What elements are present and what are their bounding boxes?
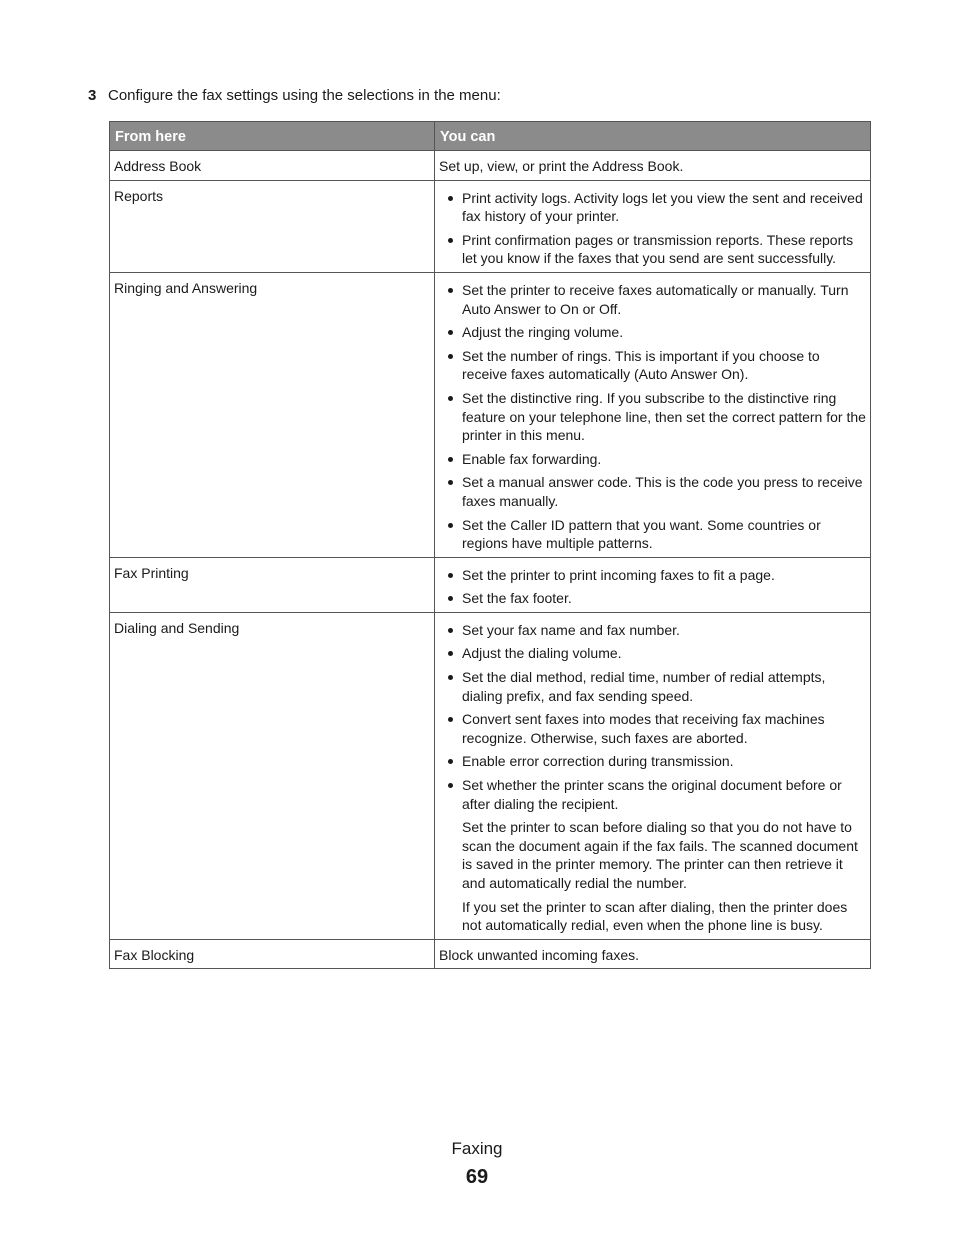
bullet-icon: [448, 196, 453, 201]
row-option-name: Fax Printing: [110, 557, 435, 612]
bullet-icon: [448, 288, 453, 293]
list-item: Set the distinctive ring. If you subscribe to the distinctive ring feature on your telephone line, then set the correct pattern for the printer in this menu.: [439, 389, 866, 445]
row-option-name: Address Book: [110, 151, 435, 181]
list-item: Set a manual answer code. This is the code you press to receive faxes manually.: [439, 473, 866, 510]
bullet-list: [439, 281, 866, 553]
row-description: Block unwanted incoming faxes.: [435, 939, 871, 969]
list-item: Convert sent faxes into modes that receiving fax machines recognize. Otherwise, such faxes are aborted.: [439, 710, 866, 747]
bullet-list: [439, 621, 866, 813]
table-row: [110, 612, 871, 939]
bullet-icon: [448, 651, 453, 656]
bullet-icon: [448, 573, 453, 578]
row-description: [435, 557, 871, 612]
header-you-can: You can: [435, 122, 871, 151]
table-row: [110, 180, 871, 272]
row-option-name: Fax Blocking: [110, 939, 435, 969]
list-item: Adjust the ringing volume.: [439, 323, 866, 342]
list-item: Enable fax forwarding.: [439, 450, 866, 469]
bullet-icon: [448, 675, 453, 680]
note-paragraph: Set the printer to scan before dialing so that you do not have to scan the document again if the fax fails. The scanned document is saved in the printer memory. The printer can then retrieve it and automatically redial the number.: [462, 819, 858, 891]
list-item: Set the fax footer.: [439, 589, 866, 608]
table-row: [110, 939, 871, 969]
list-item: Set the printer to receive faxes automatically or manually. Turn Auto Answer to On or Off.: [439, 281, 866, 318]
bullet-icon: [448, 596, 453, 601]
bullet-icon: [448, 523, 453, 528]
row-option-name: Reports: [110, 180, 435, 272]
list-item: Adjust the dialing volume.: [439, 644, 866, 663]
bullet-list: [439, 566, 866, 608]
bullet-icon: [448, 783, 453, 788]
bullet-icon: [448, 330, 453, 335]
list-item: Set the printer to print incoming faxes to fit a page.: [439, 566, 866, 585]
step-number: 3: [88, 87, 97, 104]
list-item: Set your fax name and fax number.: [439, 621, 866, 640]
bullet-icon: [448, 480, 453, 485]
list-item: Print activity logs. Activity logs let you view the sent and received fax history of your printer.: [439, 189, 866, 226]
list-item: Set whether the printer scans the original document before or after dialing the recipient.: [439, 776, 866, 813]
list-item: Set the Caller ID pattern that you want. Some countries or regions have multiple patterns.: [439, 516, 866, 553]
row-description: [435, 272, 871, 557]
table-row: [110, 557, 871, 612]
bullet-icon: [448, 238, 453, 243]
row-description: [435, 180, 871, 272]
header-from-here: From here: [110, 122, 435, 151]
footer-section-title: Faxing: [451, 1139, 503, 1158]
row-option-name: Ringing and Answering: [110, 272, 435, 557]
list-item: Set the number of rings. This is important if you choose to receive faxes automatically (Auto Answer On).: [439, 347, 866, 384]
row-option-name: Dialing and Sending: [110, 612, 435, 939]
table-row: [110, 151, 871, 181]
step-instruction: [88, 86, 501, 106]
list-item: Print confirmation pages or transmission reports. These reports let you know if the faxes that you send are sent successfully.: [439, 231, 866, 268]
list-item: Set the dial method, redial time, number of redial attempts, dialing prefix, and fax sending speed.: [439, 668, 866, 705]
bullet-icon: [448, 457, 453, 462]
table-row: [110, 272, 871, 557]
bullet-icon: [448, 628, 453, 633]
step-text: Configure the fax settings using the selections in the menu:: [108, 87, 501, 104]
table-header-row: [110, 122, 871, 151]
bullet-icon: [448, 759, 453, 764]
bullet-list: [439, 189, 866, 268]
row-description: Set up, view, or print the Address Book.: [435, 151, 871, 181]
page-number: 69: [465, 1166, 489, 1188]
bullet-icon: [448, 396, 453, 401]
note-paragraph: If you set the printer to scan after dialing, then the printer does not automatically redial, even when the phone line is busy.: [462, 898, 848, 934]
bullet-icon: [448, 717, 453, 722]
bullet-icon: [448, 354, 453, 359]
list-item: Enable error correction during transmission.: [439, 752, 866, 771]
row-description: [435, 612, 871, 939]
fax-settings-table: [109, 121, 871, 969]
